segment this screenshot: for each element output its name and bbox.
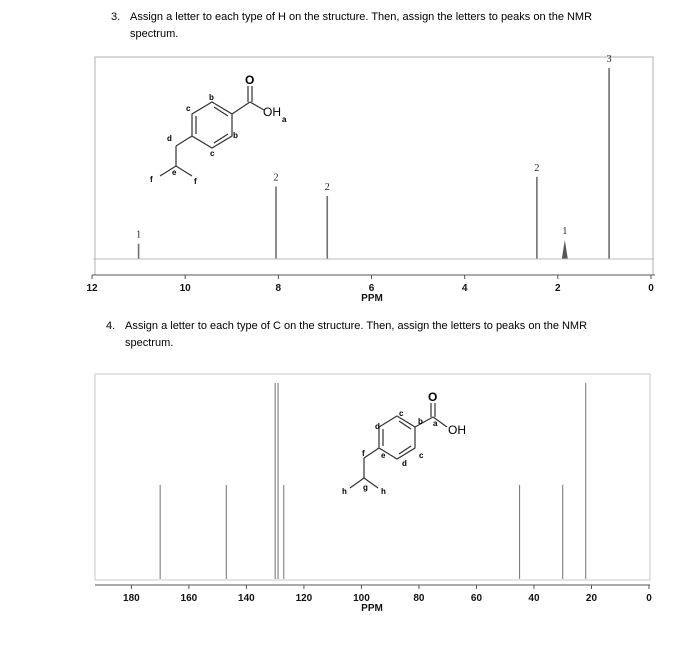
- x-tick-label: 0: [646, 593, 652, 604]
- c-label-h: h: [381, 487, 386, 496]
- peak-integration-label: 1: [562, 225, 568, 237]
- question-4-line-2: spectrum.: [125, 337, 174, 349]
- question-4-line-1: Assign a letter to each type of C on the structure. Then, assign the letters to peaks on the NMR: [125, 320, 588, 332]
- c-label-c: c: [399, 409, 404, 418]
- x-tick-label: 20: [585, 593, 598, 604]
- c-bond-ring-ch2: [364, 448, 379, 458]
- peak-integration-label: 2: [534, 162, 540, 174]
- c-label-f: f: [362, 449, 365, 458]
- c-carbonyl-o: O: [428, 390, 438, 404]
- c-bond-ch-ch3: [350, 478, 364, 488]
- c-label-e: e: [381, 451, 386, 460]
- c-label-b: b: [418, 417, 423, 426]
- x-tick-label: 6: [368, 283, 375, 294]
- question-3-line-1: Assign a letter to each type of H on the structure. Then, assign the letters to peaks on the NMR: [130, 11, 593, 23]
- h-label-c: c: [186, 104, 191, 113]
- c-label-g: g: [363, 483, 368, 492]
- h-label-b: b: [233, 131, 238, 140]
- h-ring-double-bond: [214, 134, 228, 143]
- peak-integration-label: 3: [606, 54, 612, 65]
- c-oh-label: OH: [448, 423, 466, 437]
- h-label-f: f: [194, 177, 197, 186]
- h-benzene-ring: [192, 102, 232, 148]
- h-carbonyl-o: O: [245, 73, 255, 87]
- x-tick-label: 100: [353, 593, 370, 604]
- x-tick-label: 140: [238, 593, 255, 604]
- h-nmr-chart: [86, 54, 655, 304]
- x-axis-title: PPM: [361, 293, 383, 304]
- h-nmr-frame: [95, 57, 653, 275]
- peak-integration-label: 1: [136, 229, 142, 241]
- h-bond-ring-carbonyl: [232, 102, 250, 114]
- h-ring-double-bond: [214, 107, 228, 116]
- x-tick-label: 60: [470, 593, 483, 604]
- h-label-f: f: [150, 175, 153, 184]
- x-axis-title: PPM: [361, 603, 383, 614]
- h-bond-ch-ch3: [176, 166, 192, 176]
- peak-integration-label: 2: [273, 172, 279, 184]
- c-label-h: h: [342, 487, 347, 496]
- question-3-number: 3.: [111, 11, 121, 23]
- x-tick-label: 12: [86, 283, 98, 294]
- c-label-d: d: [375, 422, 380, 431]
- x-tick-label: 4: [461, 283, 468, 294]
- h-oh-label: OH: [263, 105, 281, 119]
- x-tick-label: 10: [179, 283, 191, 294]
- h-bond-carbonyl-oh: [250, 102, 264, 110]
- c-label-d: d: [402, 459, 407, 468]
- spectrum-peak: [562, 240, 568, 259]
- h-label-a: a: [282, 115, 287, 124]
- question-4-number: 4.: [106, 320, 116, 332]
- x-tick-label: 160: [180, 593, 198, 604]
- h-bond-ring-ch2: [176, 136, 192, 146]
- x-tick-label: 2: [555, 283, 561, 294]
- question-3-line-2: spectrum.: [130, 28, 179, 40]
- x-tick-label: 80: [413, 593, 425, 604]
- c-nmr-frame: [95, 374, 650, 580]
- h-label-e: e: [172, 168, 177, 177]
- c-label-c: c: [419, 451, 424, 460]
- c-label-a: a: [433, 419, 438, 428]
- x-tick-label: 120: [295, 593, 313, 604]
- peak-integration-label: 2: [324, 181, 330, 193]
- x-tick-label: 180: [123, 593, 140, 604]
- c-ring-double-bond: [399, 446, 411, 454]
- h-label-c: c: [210, 149, 215, 158]
- h-label-b: b: [209, 93, 214, 102]
- x-tick-label: 40: [528, 593, 540, 604]
- c-nmr-chart: [95, 383, 652, 614]
- x-tick-label: 0: [648, 283, 654, 294]
- c-ring-double-bond: [399, 421, 411, 429]
- x-tick-label: 8: [275, 283, 282, 294]
- h-label-d: d: [167, 134, 172, 143]
